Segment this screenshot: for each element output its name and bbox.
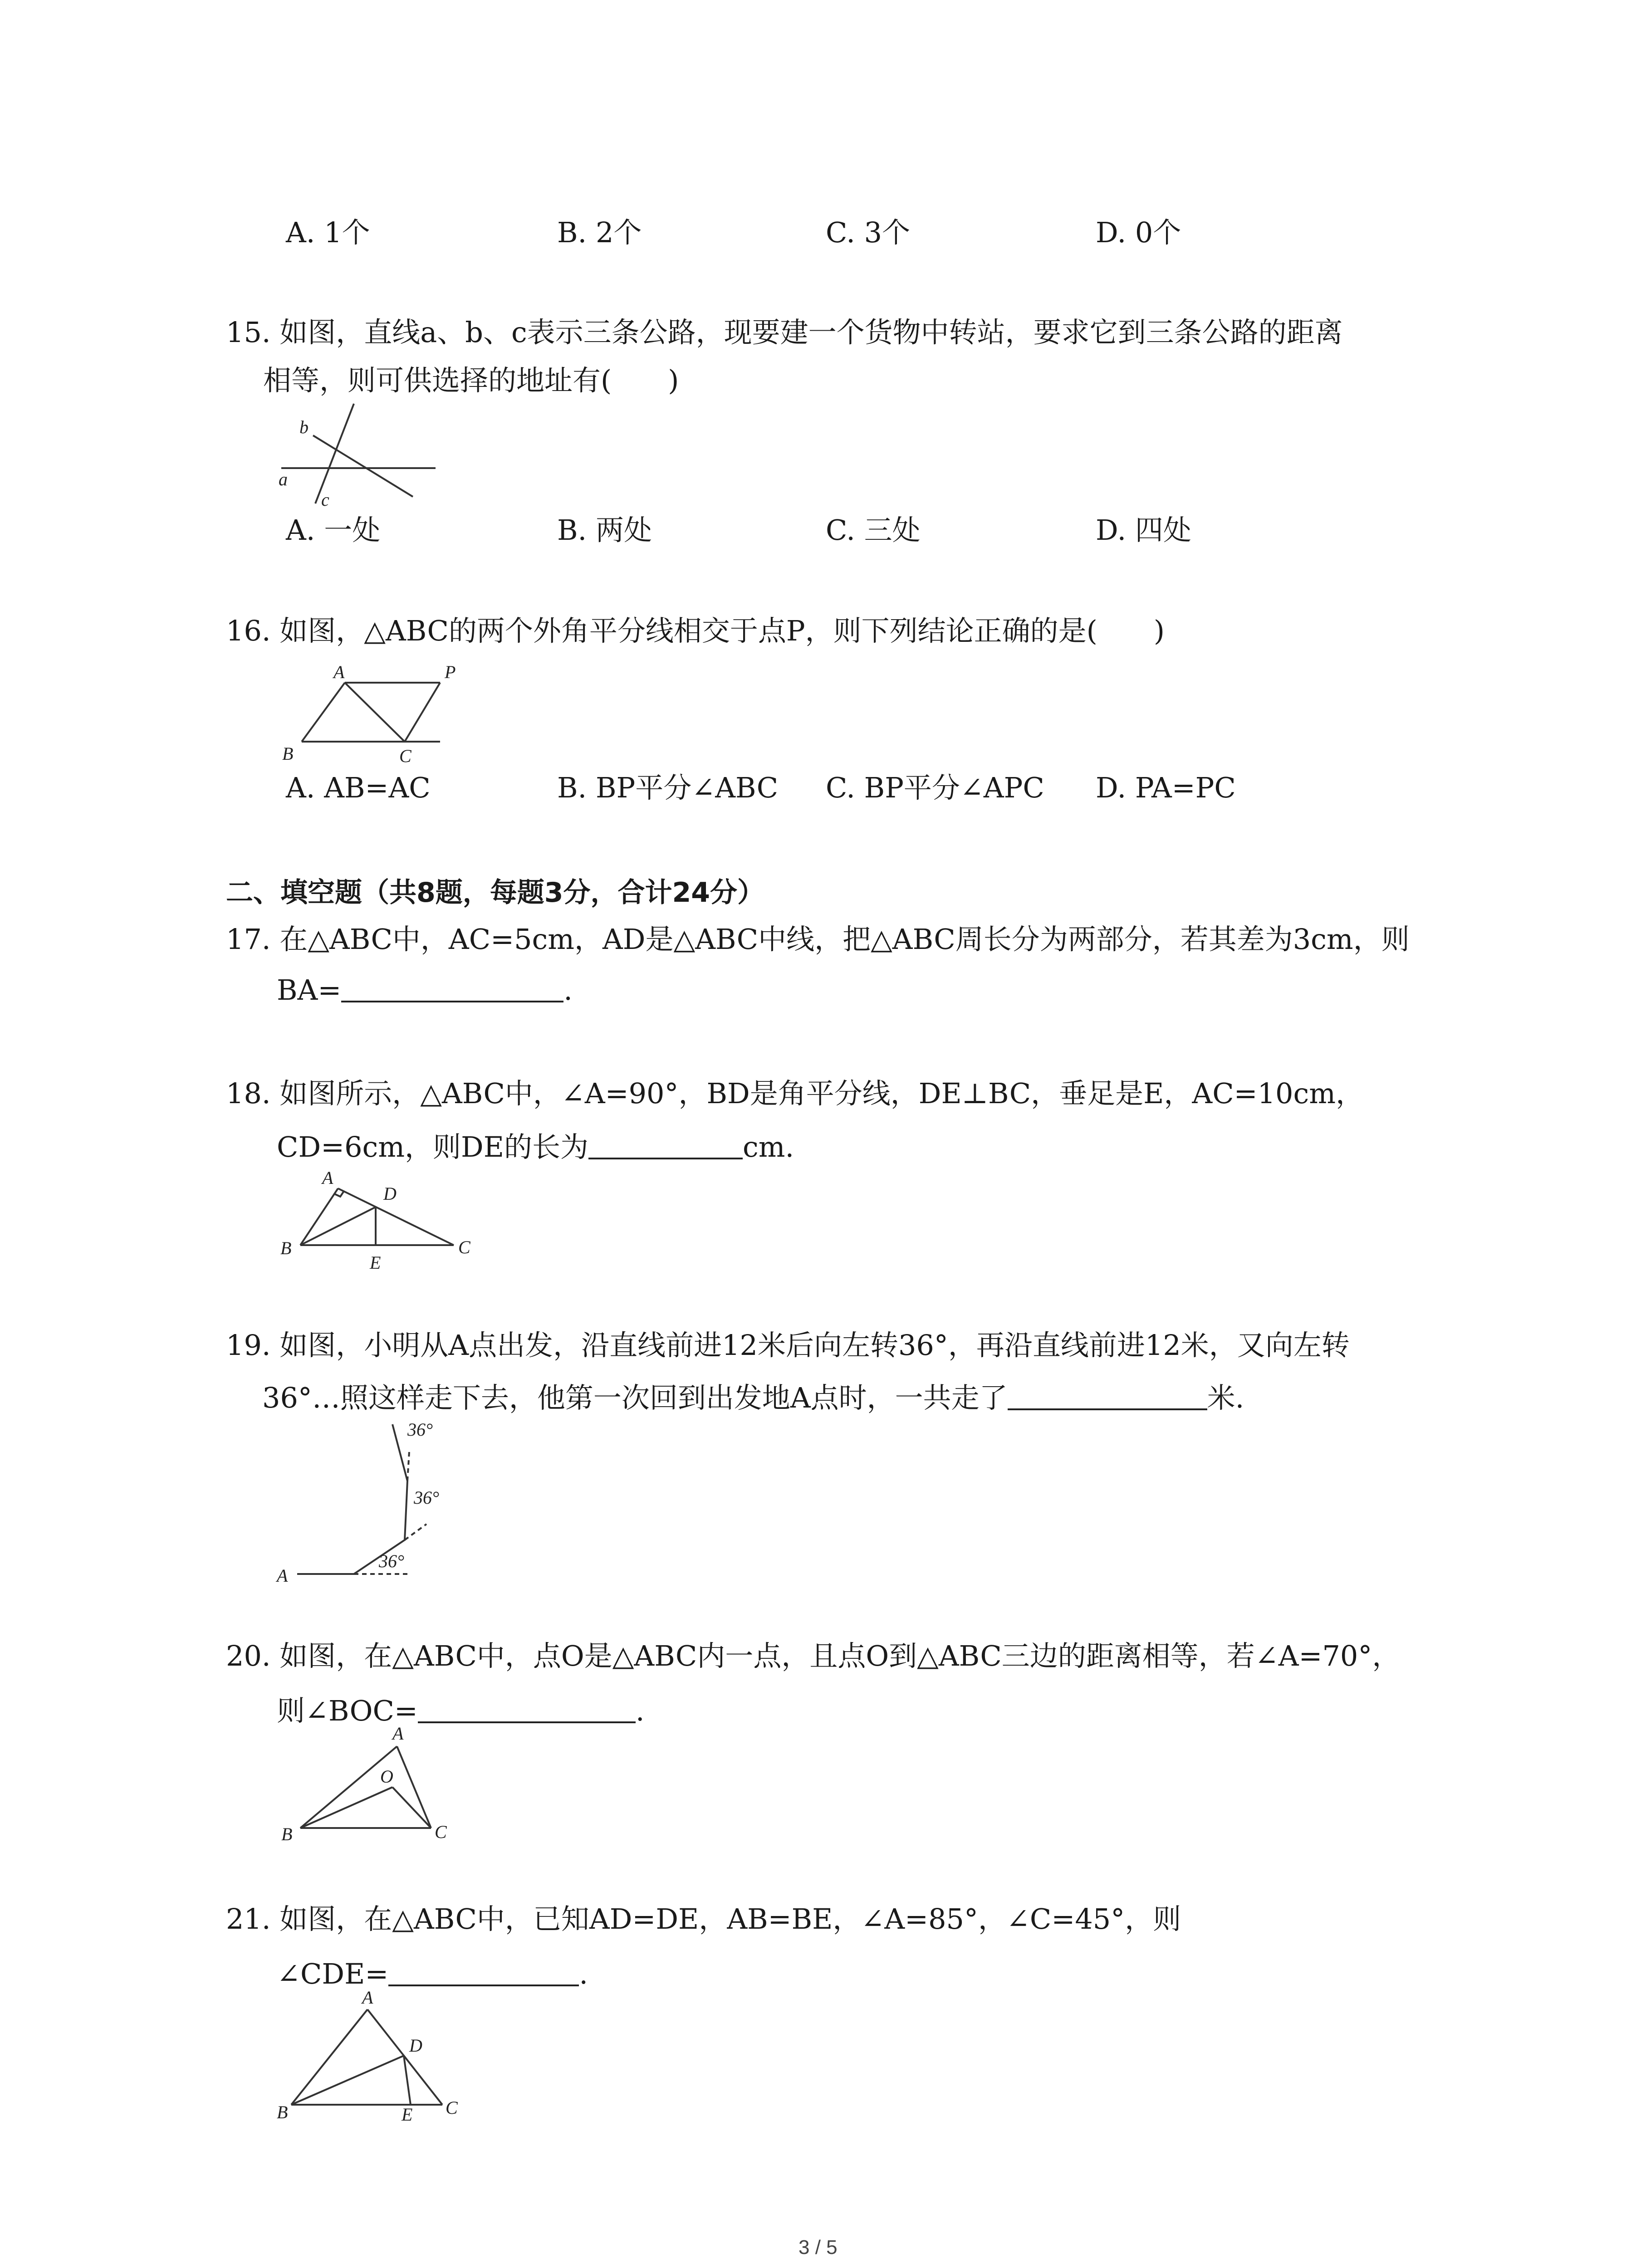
q14-option-b: B. 2个 xyxy=(557,216,642,249)
q15-stem-line2: 相等，则可供选择的地址有( ) xyxy=(263,364,679,397)
q21-pre: ∠CDE= xyxy=(277,1957,389,1990)
q20-stem-line1: 20. 如图，在△ABC中，点O是△ABC内一点，且点O到△ABC三边的距离相等，若∠A=70°， xyxy=(226,1639,1401,1672)
q16-label-c: C xyxy=(399,746,411,766)
q18-label-b: B xyxy=(280,1238,292,1258)
q16-option-b: B. BP平分∠ABC xyxy=(557,771,779,804)
q17-stem-line2 xyxy=(277,973,573,1007)
q17-pre: BA= xyxy=(277,973,342,1007)
q15-figure xyxy=(272,399,445,517)
q18-answer-blank[interactable] xyxy=(588,1130,743,1159)
q16-figure xyxy=(277,660,467,769)
q16-option-c: C. BP平分∠APC xyxy=(826,771,1044,804)
q21-label-a: A xyxy=(362,1987,373,2008)
q21-answer-blank[interactable] xyxy=(388,1957,579,1986)
q18-label-c: C xyxy=(458,1237,470,1257)
q16-option-a: A. AB=AC xyxy=(286,771,431,804)
q17-answer-blank[interactable] xyxy=(341,973,563,1002)
q20-label-o: O xyxy=(380,1766,393,1787)
q21-label-d: D xyxy=(409,2035,422,2056)
q15-option-a: A. 一处 xyxy=(286,513,381,547)
q19-angle-1: 36° xyxy=(379,1551,404,1571)
q18-stem-line1: 18. 如图所示，△ABC中，∠A=90°，BD是角平分线，DE⊥BC，垂足是E，AC=10cm， xyxy=(226,1077,1364,1110)
q21-label-e: E xyxy=(402,2104,413,2125)
q15-option-d: D. 四处 xyxy=(1096,513,1191,547)
q17-stem-line1: 17. 在△ABC中，AC=5cm，AD是△ABC中线，把△ABC周长分为两部分，若其差为3cm，则 xyxy=(226,923,1410,956)
q20-label-b: B xyxy=(281,1824,293,1844)
q16-label-b: B xyxy=(282,743,294,764)
q14-option-c: C. 3个 xyxy=(826,216,911,249)
q18-label-a: A xyxy=(322,1168,333,1188)
q19-post: 米. xyxy=(1207,1381,1244,1414)
q16-option-d: D. PA=PC xyxy=(1096,771,1236,804)
q20-figure xyxy=(277,1721,467,1848)
q20-post: . xyxy=(635,1694,645,1727)
q21-label-b: B xyxy=(277,2102,288,2122)
q18-label-e: E xyxy=(370,1252,381,1273)
q17-post: . xyxy=(563,973,573,1007)
q18-pre: CD=6cm，则DE的长为 xyxy=(277,1130,589,1163)
q18-stem-line2 xyxy=(277,1130,794,1161)
section-title: 二、填空题（共8题，每题3分，合计24分） xyxy=(226,877,764,909)
q19-answer-blank[interactable] xyxy=(1008,1381,1207,1410)
q19-label-a: A xyxy=(277,1565,288,1586)
q19-pre: 36°…照这样走下去，他第一次回到出发地A点时，一共走了 xyxy=(262,1381,1008,1414)
q18-label-d: D xyxy=(383,1183,397,1204)
q21-label-c: C xyxy=(446,2097,458,2118)
q15-option-c: C. 三处 xyxy=(826,513,921,547)
q18-figure xyxy=(277,1163,495,1277)
q16-stem-line1: 16. 如图，△ABC的两个外角平分线相交于点P，则下列结论正确的是( ) xyxy=(226,614,1165,647)
q20-answer-blank[interactable] xyxy=(418,1694,636,1723)
q19-stem-line2 xyxy=(262,1381,1244,1412)
q20-pre: 则∠BOC= xyxy=(277,1694,418,1727)
q20-label-a: A xyxy=(392,1723,404,1744)
q14-option-d: D. 0个 xyxy=(1096,216,1181,249)
q15-label-b: b xyxy=(299,417,309,437)
q14-option-a: A. 1个 xyxy=(286,216,370,249)
q19-angle-2: 36° xyxy=(414,1487,439,1508)
q21-stem-line2 xyxy=(277,1957,588,1988)
q19-stem-line1: 19. 如图，小明从A点出发，沿直线前进12米后向左转36°，再沿直线前进12米，又向左转 xyxy=(226,1329,1350,1362)
q16-label-p: P xyxy=(445,662,456,682)
q16-label-a: A xyxy=(333,662,345,682)
q19-angle-3: 36° xyxy=(407,1419,433,1440)
q21-post: . xyxy=(579,1957,588,1990)
q15-option-b: B. 两处 xyxy=(557,513,652,547)
q15-stem-line1: 15. 如图，直线a、b、c表示三条公路，现要建一个货物中转站，要求它到三条公路的距离 xyxy=(226,316,1343,349)
q15-label-c: c xyxy=(321,489,329,510)
q21-stem-line1: 21. 如图，在△ABC中，已知AD=DE，AB=BE，∠A=85°，∠C=45°，则 xyxy=(226,1902,1181,1936)
page-number: 3 / 5 xyxy=(798,2236,838,2258)
q20-stem-line2 xyxy=(277,1694,645,1725)
q19-figure xyxy=(272,1413,463,1585)
q20-label-c: C xyxy=(435,1822,447,1842)
q18-post: cm. xyxy=(743,1130,794,1163)
q15-label-a: a xyxy=(279,469,288,489)
q21-figure xyxy=(272,1989,481,2134)
